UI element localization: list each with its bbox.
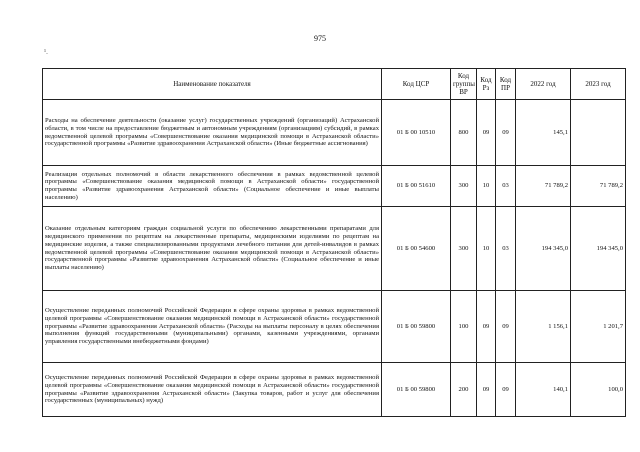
row-2022: 194 345,0 xyxy=(516,207,571,291)
header-name: Наименование показателя xyxy=(43,69,382,100)
row-rz: 09 xyxy=(477,363,496,417)
row-2023: 194 345,0 xyxy=(571,207,626,291)
row-pr: 03 xyxy=(496,166,516,207)
row-vr: 200 xyxy=(451,363,477,417)
row-rz: 10 xyxy=(477,207,496,291)
row-rz: 09 xyxy=(477,100,496,166)
page-number: 975 xyxy=(314,34,326,43)
table-row xyxy=(43,363,626,417)
row-2022: 140,1 xyxy=(516,363,571,417)
row-name: Осуществление переданных полномочий Российской Федерации в сфере охраны здоровья в рамках ведомственной целевой программы «Совершенствование оказания медицинской помощи в Астраханской области» государственной программы «Развитие здравоохранения Астраханской области» (Расходы на выплаты персоналу в целях обеспечения выполнения функций государственными (муниципальными) органами, казенными учреждениями, органами управления государственными внебюджетными фондами) xyxy=(43,291,382,363)
table-row xyxy=(43,291,626,363)
row-csr: 01 Б 00 54600 xyxy=(382,207,451,291)
header-2023: 2023 год xyxy=(571,69,626,100)
row-2023: 1 201,7 xyxy=(571,291,626,363)
table-row xyxy=(43,207,626,291)
row-vr: 100 xyxy=(451,291,477,363)
table-row xyxy=(43,100,626,166)
row-2023: 71 789,2 xyxy=(571,166,626,207)
row-name: Реализация отдельных полномочий в области лекарственного обеспечения в рамках ведомственной целевой программы «Совершенствование оказания медицинской помощи в Астраханской области» государственной программы «Развитие здравоохранения Астраханской области» (Социальное обеспечение и иные выплаты населению) xyxy=(43,166,382,207)
header-rz: Код Рз xyxy=(477,69,496,100)
row-csr: 01 Б 00 51610 xyxy=(382,166,451,207)
row-vr: 300 xyxy=(451,166,477,207)
row-csr: 01 Б 00 10510 xyxy=(382,100,451,166)
row-rz: 09 xyxy=(477,291,496,363)
row-pr: 03 xyxy=(496,207,516,291)
row-pr: 09 xyxy=(496,291,516,363)
row-csr: 01 Б 00 59800 xyxy=(382,363,451,417)
row-2022: 145,1 xyxy=(516,100,571,166)
table-header-row xyxy=(43,69,626,100)
row-name: Оказание отдельным категориям граждан социальной услуги по обеспечению лекарственными препаратами для медицинского применения по рецептам на лекарственные препараты, медицинскими изделиями по рецептам на медицинские изделия, а также специализированными продуктами лечебного питания для детей-инвалидов в рамках ведомственной целевой программы «Совершенствование оказания медицинской помощи в Астраханской области» государственной программы «Развитие здравоохранения Астраханской области» (Социальное обеспечение и иные выплаты населению) xyxy=(43,207,382,291)
budget-table xyxy=(42,68,626,417)
header-2022: 2022 год xyxy=(516,69,571,100)
row-name: Расходы на обеспечение деятельности (оказание услуг) государственных учреждений (организаций) Астраханской области, в том числе на предоставление бюджетным и автономным учреждениям (организациям) субсидий, в рамках ведомственной целевой программы «Совершенствование оказания медицинской помощи в Астраханской области» государственной программы «Развитие здравоохранения Астраханской области» (Иные бюджетные ассигнования) xyxy=(43,100,382,166)
row-pr: 09 xyxy=(496,100,516,166)
header-vr: Код группы ВР xyxy=(451,69,477,100)
row-name: Осуществление переданных полномочий Российской Федерации в сфере охраны здоровья в рамках ведомственной целевой программы «Совершенствование оказания медицинской помощи в Астраханской области» государственной программы «Развитие здравоохранения Астраханской области» (Закупка товаров, работ и услуг для обеспечения государственных (муниципальных) нужд) xyxy=(43,363,382,417)
row-vr: 300 xyxy=(451,207,477,291)
row-2022: 71 789,2 xyxy=(516,166,571,207)
row-vr: 800 xyxy=(451,100,477,166)
row-pr: 09 xyxy=(496,363,516,417)
table-row xyxy=(43,166,626,207)
header-pr: Код ПР xyxy=(496,69,516,100)
row-2023 xyxy=(571,100,626,166)
page-mark: ¹. xyxy=(44,48,48,56)
row-2022: 1 156,1 xyxy=(516,291,571,363)
header-csr: Код ЦСР xyxy=(382,69,451,100)
row-2023: 100,0 xyxy=(571,363,626,417)
row-rz: 10 xyxy=(477,166,496,207)
row-csr: 01 Б 00 59800 xyxy=(382,291,451,363)
